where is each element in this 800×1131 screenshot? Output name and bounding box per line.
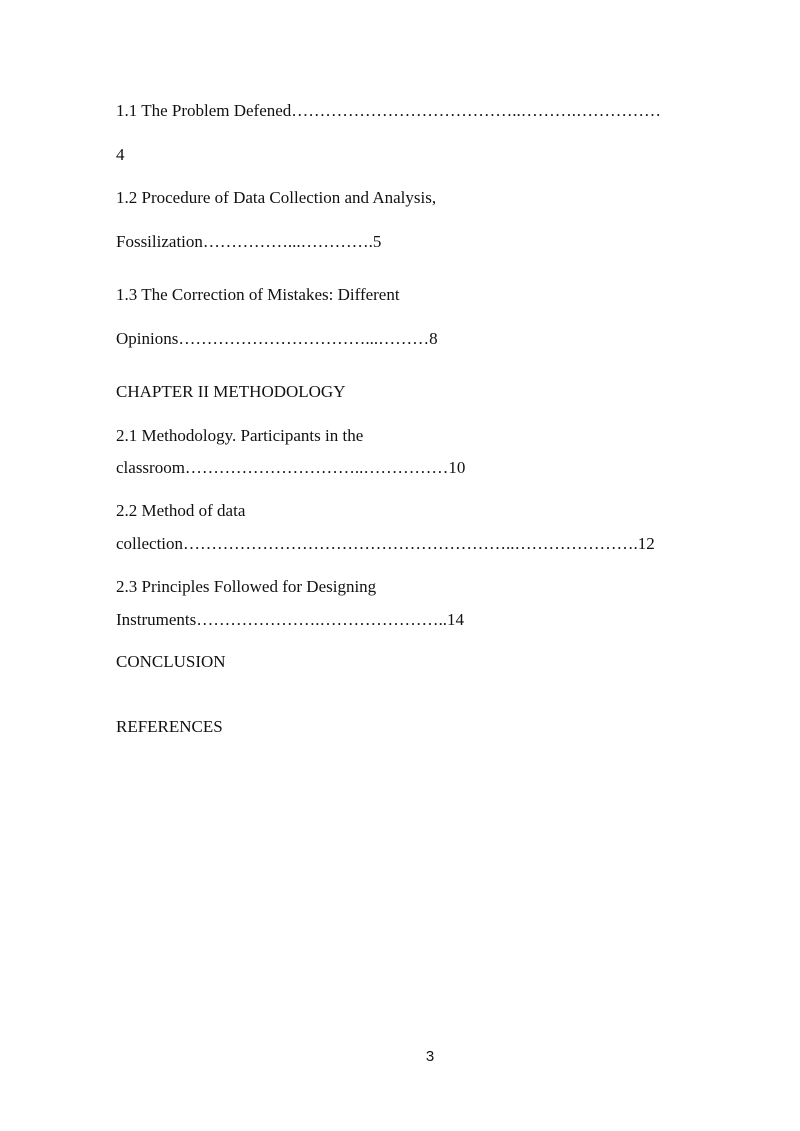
toc-entry-2-1: 2.1 Methodology. Participants in the	[116, 426, 364, 445]
toc-entry-1-1-page: 4	[116, 145, 125, 164]
toc-references: REFERENCES	[116, 717, 223, 736]
toc-entry-1-1: 1.1 The Problem Defened…………………………………..……….……………	[116, 101, 662, 120]
toc-entry-2-1-cont: classroom…………………………..……………10	[116, 458, 466, 477]
toc-entry-1-2: 1.2 Procedure of Data Collection and Analysis,	[116, 188, 437, 207]
toc-entry-2-2-cont: collection…………………………………………………..………………….12	[116, 534, 655, 553]
toc-conclusion: CONCLUSION	[116, 652, 226, 671]
toc-entry-1-2-cont: Fossilization……………...………….5	[116, 232, 382, 251]
toc-entry-1-3-cont: Opinions……………………………...………8	[116, 329, 438, 348]
toc-entry-2-3-cont: Instruments………………….…………………..14	[116, 610, 465, 629]
toc-entry-2-2: 2.2 Method of data	[116, 501, 246, 520]
toc-entry-2-3: 2.3 Principles Followed for Designing	[116, 577, 377, 596]
toc-entry-1-3: 1.3 The Correction of Mistakes: Different	[116, 285, 400, 304]
page-number: 3	[425, 1048, 435, 1065]
toc-chapter-2-heading: CHAPTER II METHODOLOGY	[116, 382, 346, 401]
